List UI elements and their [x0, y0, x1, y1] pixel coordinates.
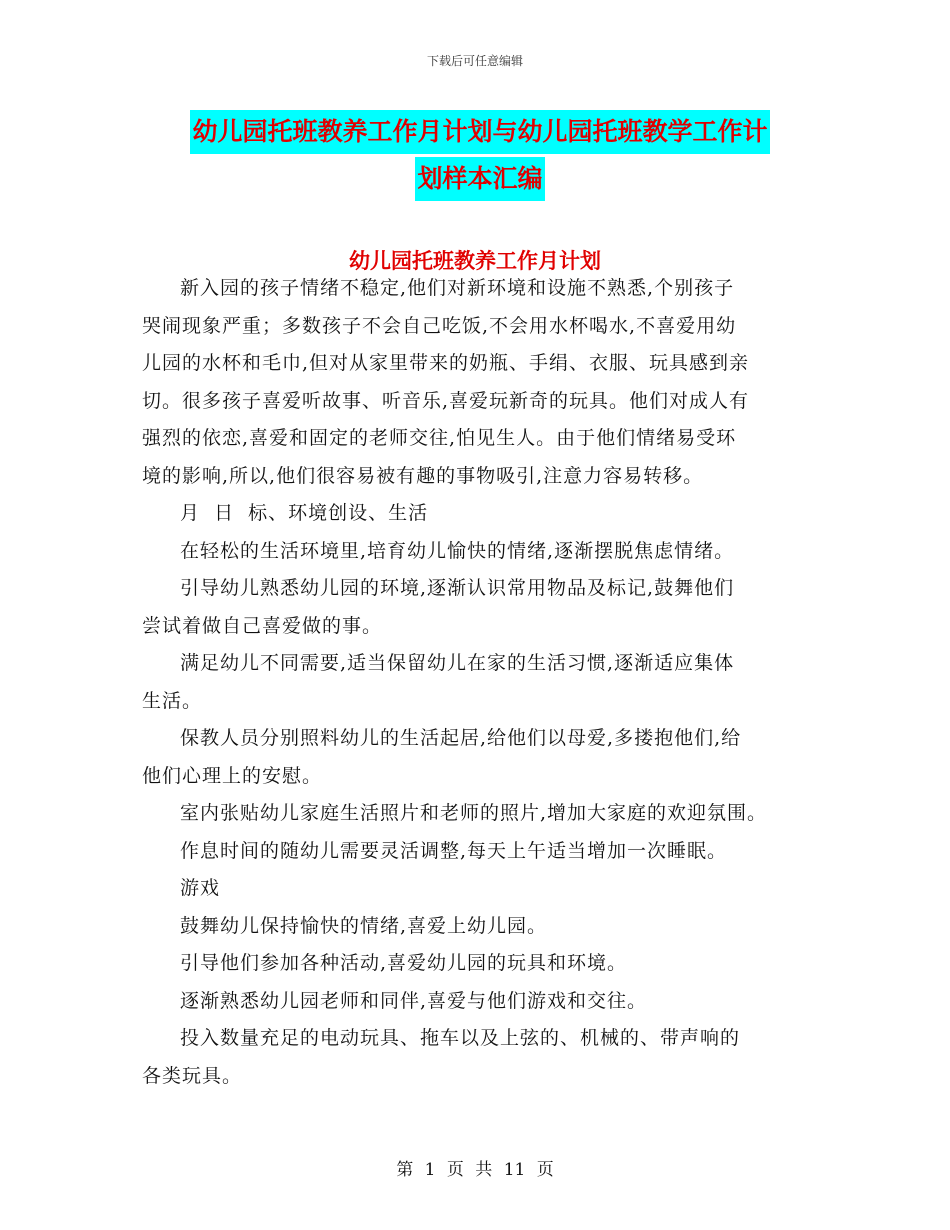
paragraph-line: 切。很多孩子喜爱听故事、听音乐,喜爱玩新奇的玩具。他们对成人有	[142, 389, 750, 412]
section-title: 幼儿园托班教养工作月计划	[349, 248, 601, 273]
paragraph-line: 鼓舞幼儿保持愉快的情绪,喜爱上幼儿园。	[180, 914, 548, 937]
paragraph-line: 保教人员分别照料幼儿的生活起居,给他们以母爱,多搂抱他们,给	[180, 727, 742, 749]
subheading-goals: 月 日 标、环境创设、生活	[180, 502, 429, 524]
paragraph-line: 尝试着做自己喜爱做的事。	[142, 614, 383, 637]
paragraph-line: 作息时间的随幼儿需要灵活调整,每天上午适当增加一次睡眠。	[180, 839, 728, 862]
paragraph-line: 他们心理上的安慰。	[142, 764, 323, 787]
title-line-1: 幼儿园托班教养工作月计划与幼儿园托班教学工作计	[190, 110, 769, 154]
body-text	[142, 270, 810, 1095]
paragraph-line: 生活。	[142, 689, 203, 712]
title-line-2: 划样本汇编	[415, 157, 544, 201]
paragraph-line: 满足幼儿不同需要,适当保留幼儿在家的生活习惯,逐渐适应集体	[180, 652, 735, 674]
paragraph-line: 哭闹现象严重；多数孩子不会自己吃饭,不会用水杯喝水,不喜爱用幼	[142, 314, 737, 337]
paragraph-line: 逐渐熟悉幼儿园老师和同伴,喜爱与他们游戏和交往。	[180, 989, 648, 1012]
paragraph-line: 新入园的孩子情绪不稳定,他们对新环境和设施不熟悉,个别孩子	[180, 277, 735, 299]
paragraph-line: 境的影响,所以,他们很容易被有趣的事物吸引,注意力容易转移。	[142, 464, 704, 487]
document-title	[140, 110, 820, 204]
paragraph-line: 投入数量充足的电动玩具、拖车以及上弦的、机械的、带声响的	[180, 1027, 741, 1049]
page-number: 第 1 页 共 11 页	[396, 1160, 554, 1180]
paragraph-line: 室内张贴幼儿家庭生活照片和老师的照片,增加大家庭的欢迎氛围。	[180, 802, 768, 824]
paragraph-line: 强烈的依恋,喜爱和固定的老师交往,怕见生人。由于他们情绪易受环	[142, 427, 737, 449]
page-header-note: 下载后可任意编辑	[426, 54, 523, 68]
paragraph-line: 各类玩具。	[142, 1064, 243, 1087]
paragraph-line: 在轻松的生活环境里,培育幼儿愉快的情绪,逐渐摆脱焦虑情绪。	[180, 539, 735, 562]
subheading-games: 游戏	[180, 877, 221, 899]
paragraph-line: 引导幼儿熟悉幼儿园的环境,逐渐认识常用物品及标记,鼓舞他们	[180, 577, 735, 599]
paragraph-line: 儿园的水杯和毛巾,但对从家里带来的奶瓶、手绢、衣服、玩具感到亲	[142, 352, 750, 374]
paragraph-line: 引导他们参加各种活动,喜爱幼儿园的玩具和环境。	[180, 952, 628, 974]
